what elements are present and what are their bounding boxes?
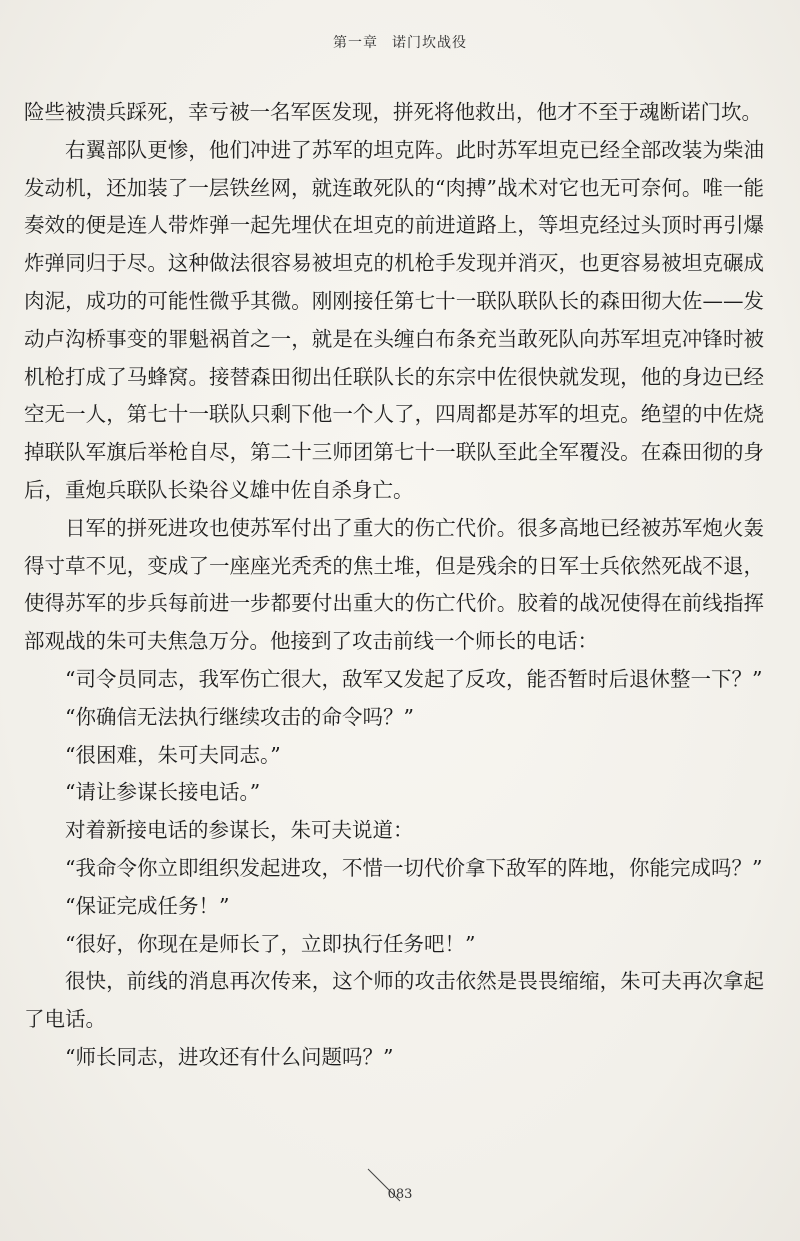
dialogue-line: “我命令你立即组织发起进攻，不惜一切代价拿下敌军的阵地，你能完成吗？” (65, 855, 763, 880)
dialogue-line: “你确信无法执行继续攻击的命令吗？” (65, 704, 414, 729)
dialogue-line: “很困难，朱可夫同志。” (65, 742, 281, 767)
chapter-number: 第一章 (333, 35, 378, 51)
paragraph: 很快，前线的消息再次传来，这个师的攻击依然是畏畏缩缩，朱可夫再次拿起了电话。 (24, 969, 764, 1032)
running-header (0, 32, 800, 52)
chapter-title: 诺门坎战役 (392, 35, 467, 51)
paragraph: 右翼部队更惨，他们冲进了苏军的坦克阵。此时苏军坦克已经全部改装为柴油发动机，还加装了一层铁丝网，就连敢死队的“肉搏”战术对它也无可奈何。唯一能奏效的便是连人带炸弹一起先埋伏在坦克的前进道路上，等坦克经过头顶时再引爆炸弹同归于尽。这种做法很容易被坦克的机枪手发现并消灭，也更容易被坦克碾成肉泥，成功的可能性微乎其微。刚刚接任第七十一联队联队长的森田彻大佐——发动卢沟桥事变的罪魁祸首之一，就是在头缠白布条充当敢死队向苏军坦克冲锋时被机枪打成了马蜂窝。接替森田彻出任联队长的东宗中佐很快就发现，他的身边已经空无一人，第七十一联队只剩下他一个人了，四周都是苏军的坦克。绝望的中佐烧掉联队军旗后举枪自尽，第二十三师团第七十一联队至此全军覆没。在森田彻的身后，重炮兵联队长染谷义雄中佐自杀身亡。 (24, 137, 764, 502)
dialogue-line: “请让参谋长接电话。” (65, 780, 261, 805)
dialogue-line: “很好，你现在是师长了，立即执行任务吧！” (65, 931, 476, 956)
paragraph: 日军的拼死进攻也使苏军付出了重大的伤亡代价。很多高地已经被苏军炮火轰得寸草不见，变成了一座座光秃秃的焦土堆，但是残余的日军士兵依然死战不退，使得苏军的步兵每前进一步都要付出重大的伤亡代价。胶着的战况使得在前线指挥部观战的朱可夫焦急万分。他接到了攻击前线一个师长的电话： (24, 515, 764, 654)
page-number: 083 (387, 1187, 413, 1202)
dialogue-line: “师长同志，进攻还有什么问题吗？” (65, 1044, 394, 1069)
body-text (24, 94, 764, 1077)
dialogue-line: “司令员同志，我军伤亡很大，敌军又发起了反攻，能否暂时后退休整一下？” (65, 666, 763, 691)
paragraph: 对着新接电话的参谋长，朱可夫说道： (65, 818, 414, 843)
dialogue-line: “保证完成任务！” (65, 893, 230, 918)
paragraph-continued: 险些被溃兵踩死，幸亏被一名军医发现，拼死将他救出，他才不至于魂断诺门坎。 (24, 100, 762, 124)
